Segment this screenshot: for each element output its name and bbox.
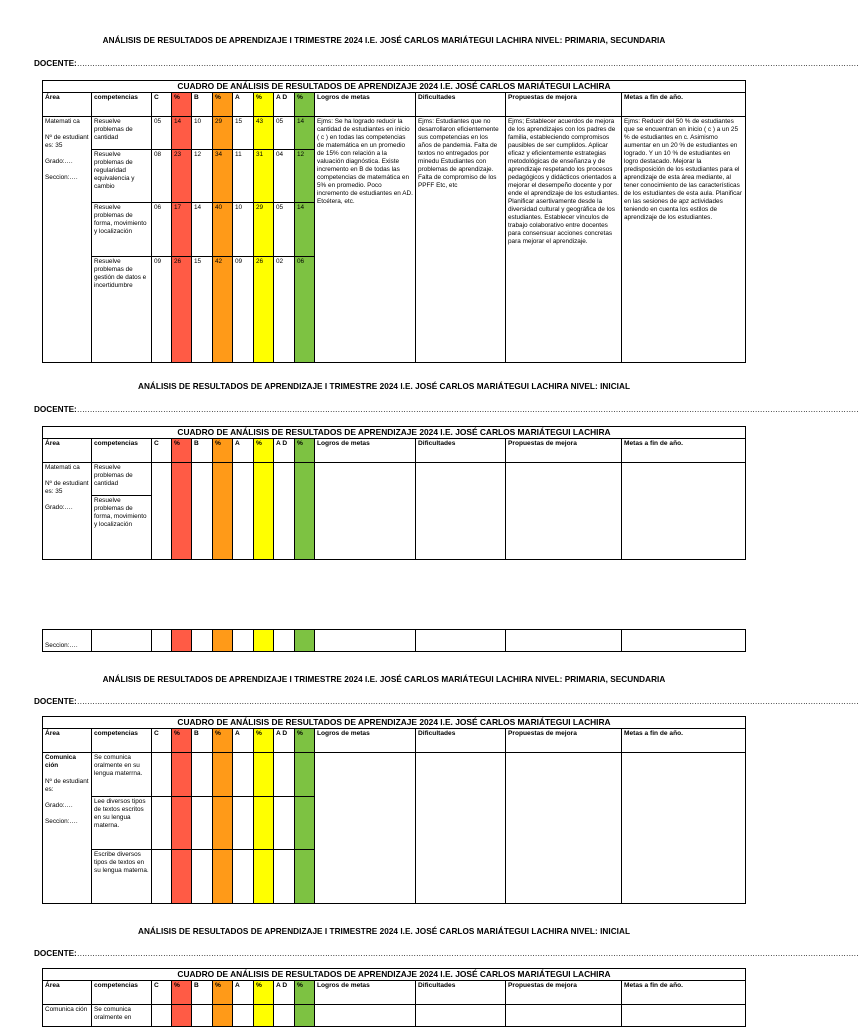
header-c-pct: % xyxy=(172,729,192,753)
header-competencias: competencias xyxy=(92,729,152,753)
header-propuestas: Propuestas de mejora xyxy=(506,981,622,1005)
docente-dots: ………………………………………………………………………………………………………………………………………………………………………………………………………………………………………………………………………………… xyxy=(76,697,858,706)
header-a-pct: % xyxy=(254,439,274,463)
a-value: 11 xyxy=(233,150,254,203)
a-pct-value: 43 xyxy=(254,117,274,150)
header-ad: A D xyxy=(274,981,295,1005)
header-c: C xyxy=(152,439,172,463)
header-a-pct: % xyxy=(254,93,274,117)
header-b: B xyxy=(192,439,213,463)
header-metas: Metas a fin de año. xyxy=(622,729,746,753)
dificultades-cell xyxy=(416,463,506,560)
a-value: 15 xyxy=(233,117,254,150)
docente-label: DOCENTE: xyxy=(34,697,77,706)
section-3-title: ANÁLISIS DE RESULTADOS DE APRENDIZAJE I TRIMESTRE 2024 I.E. JOSÉ CARLOS MARIÁTEGUI LACHIRA NIVEL: PRIMARIA, SECUNDARIA xyxy=(102,675,666,684)
header-ad: A D xyxy=(274,439,295,463)
competencia-cell: Resuelve problemas de forma, movimiento y localización xyxy=(92,496,152,560)
a-pct-value: 29 xyxy=(254,203,274,257)
header-metas: Metas a fin de año. xyxy=(622,981,746,1005)
b-value: 10 xyxy=(192,117,213,150)
table-caption: CUADRO DE ANÁLISIS DE RESULTADOS DE APRENDIZAJE 2024 I.E. JOSÉ CARLOS MARIÁTEGUI LACHIRA xyxy=(43,427,746,439)
ad-pct-value: 06 xyxy=(295,257,315,363)
table-caption: CUADRO DE ANÁLISIS DE RESULTADOS DE APRENDIZAJE 2024 I.E. JOSÉ CARLOS MARIÁTEGUI LACHIRA xyxy=(43,717,746,729)
header-b-pct: % xyxy=(213,439,233,463)
header-b: B xyxy=(192,729,213,753)
header-b-pct: % xyxy=(213,93,233,117)
header-dificultades: Dificultades xyxy=(416,981,506,1005)
header-competencias: competencias xyxy=(92,981,152,1005)
header-metas: Metas a fin de año. xyxy=(622,93,746,117)
dificultades-cell xyxy=(416,753,506,904)
docente-dots: ………………………………………………………………………………………………………………………………………………………………………………………………………………………………………………………………………………… xyxy=(76,949,858,958)
header-c: C xyxy=(152,93,172,117)
results-table-3 xyxy=(42,716,746,904)
results-table-2 xyxy=(42,426,746,560)
b-value: 15 xyxy=(192,257,213,363)
table-caption: CUADRO DE ANÁLISIS DE RESULTADOS DE APRENDIZAJE 2024 I.E. JOSÉ CARLOS MARIÁTEGUI LACHIRA xyxy=(43,969,746,981)
header-logros: Logros de metas xyxy=(315,93,416,117)
a-value: 10 xyxy=(233,203,254,257)
section-4-title: ANÁLISIS DE RESULTADOS DE APRENDIZAJE I TRIMESTRE 2024 I.E. JOSÉ CARLOS MARIÁTEGUI LACHIRA NIVEL: INICIAL xyxy=(138,927,630,936)
metas-cell xyxy=(622,463,746,560)
docente-label: DOCENTE: xyxy=(34,59,77,68)
c-pct-value: 14 xyxy=(172,117,192,150)
section-2-docente xyxy=(34,405,858,414)
ad-value: 05 xyxy=(274,203,295,257)
header-ad: A D xyxy=(274,93,295,117)
b-pct-value: 29 xyxy=(213,117,233,150)
header-area: Área xyxy=(43,93,92,117)
propuestas-cell xyxy=(506,753,622,904)
header-ad-pct: % xyxy=(295,981,315,1005)
header-b: B xyxy=(192,981,213,1005)
results-table-2-continued xyxy=(42,629,746,652)
area-footer-cell: Seccion:…. xyxy=(43,630,92,652)
ad-pct-value: 14 xyxy=(295,203,315,257)
a-pct-value: 31 xyxy=(254,150,274,203)
section-3-docente xyxy=(34,697,858,706)
header-b-pct: % xyxy=(213,981,233,1005)
header-propuestas: Propuestas de mejora xyxy=(506,439,622,463)
header-area: Área xyxy=(43,981,92,1005)
header-b: B xyxy=(192,93,213,117)
competencia-cell: Escribe diversos tipos de textos en su lengua materna. xyxy=(92,850,152,904)
c-value: 05 xyxy=(152,117,172,150)
propuestas-cell: Ejms; Establecer acuerdos de mejora de los aprendizajes con los padres de familia, estableciendo compromisos pausibles de ser cumplidos. Aplicar eficaz y eficientemente estrategias metodológicas de enseñanza y de aprendizaje respetando los procesos pedagógicos y didácticos orientados a mejorar el desempeño docente y por ende el aprendizaje de los estudiantes. Planificar asertivamente desde la diversidad cultural y geográfica de los estudiantes. Establecer vínculos de trabajo colaborativo entre docentes para consensuar acciones concretas para mejorar el aprendizaje. xyxy=(506,117,622,363)
ad-value: 02 xyxy=(274,257,295,363)
header-competencias: competencias xyxy=(92,93,152,117)
header-c-pct: % xyxy=(172,93,192,117)
area-cell: Comunica ción xyxy=(43,1005,92,1027)
section-4-docente xyxy=(34,949,858,958)
header-c-pct: % xyxy=(172,981,192,1005)
header-c-pct: % xyxy=(172,439,192,463)
docente-label: DOCENTE: xyxy=(34,405,77,414)
header-metas: Metas a fin de año. xyxy=(622,439,746,463)
metas-cell xyxy=(622,753,746,904)
header-dificultades: Dificultades xyxy=(416,729,506,753)
ad-value: 05 xyxy=(274,117,295,150)
logros-cell xyxy=(315,463,416,560)
header-a: A xyxy=(233,439,254,463)
b-pct-value: 40 xyxy=(213,203,233,257)
competencia-cell: Se comunica oralmente en su lengua materrna. xyxy=(92,753,152,797)
ad-pct-value: 12 xyxy=(295,150,315,203)
table-caption: CUADRO DE ANÁLISIS DE RESULTADOS DE APRENDIZAJE 2024 I.E. JOSÉ CARLOS MARIÁTEGUI LACHIRA xyxy=(43,81,746,93)
header-a-pct: % xyxy=(254,981,274,1005)
propuestas-cell xyxy=(506,463,622,560)
competencia-cell: Se comunica oralmente en xyxy=(92,1005,152,1027)
area-cell: Matemati ca Nº de estudiant es: 35 Grado:…. xyxy=(43,463,92,560)
header-b-pct: % xyxy=(213,729,233,753)
metas-cell: Ejms: Reducir del 50 % de estudiantes que se encuentran en inicio ( c ) a un 25 % de estudiantes en c. Asimismo aumentar en un 20 % de estudiantes en logrado. Y un 10 % de estudiantes en logro destacado. Mejorar la predisposición de los estudiantes para el aprendizaje de esta área mediante, al tener conocimiento de las características de los estudiantes de esta aula. Planificar en las sesiones de apz actividades teniendo en cuenta los estilos de aprendizaje de los estudiantes. xyxy=(622,117,746,363)
b-value: 14 xyxy=(192,203,213,257)
a-value: 09 xyxy=(233,257,254,363)
ad-pct-value: 14 xyxy=(295,117,315,150)
header-ad-pct: % xyxy=(295,729,315,753)
results-table-1 xyxy=(42,80,746,363)
a-pct-value: 26 xyxy=(254,257,274,363)
logros-cell: Ejms: Se ha logrado reducir la cantidad de estudiantes en inicio ( c ) en todas las competencias de matemática en un promedio de 15% con relación a la valuación diagnóstica. Existe incremento en B de todas las competencias de matemática en 5% en promedio. Poco incremento de estudiantes en AD. Etcétera, etc. xyxy=(315,117,416,363)
header-ad: A D xyxy=(274,729,295,753)
area-cell: Comunica ción Nº de estudiant es: Grado:…. Seccion:…. xyxy=(43,753,92,904)
section-2-title: ANÁLISIS DE RESULTADOS DE APRENDIZAJE I TRIMESTRE 2024 I.E. JOSÉ CARLOS MARIÁTEGUI LACHIRA NIVEL: INICIAL xyxy=(138,382,630,391)
area-cell: Matemati ca Nº de estudiant es: 35 Grado:…. Seccion:…. xyxy=(43,117,92,363)
competencia-cell: Resuelve problemas de regularidad equivalencia y cambio xyxy=(92,150,152,203)
header-propuestas: Propuestas de mejora xyxy=(506,93,622,117)
c-value: 06 xyxy=(152,203,172,257)
header-c: C xyxy=(152,729,172,753)
header-a: A xyxy=(233,729,254,753)
competencia-cell: Lee diversos tipos de textos escritos en su lengua materna. xyxy=(92,797,152,850)
competencia-cell: Resuelve problemas de gestión de datos e incertidumbre xyxy=(92,257,152,363)
header-logros: Logros de metas xyxy=(315,981,416,1005)
header-a: A xyxy=(233,93,254,117)
c-pct-value: 17 xyxy=(172,203,192,257)
section-1-docente xyxy=(34,59,858,68)
b-pct-value: 42 xyxy=(213,257,233,363)
b-pct-value: 34 xyxy=(213,150,233,203)
docente-label: DOCENTE: xyxy=(34,949,77,958)
header-logros: Logros de metas xyxy=(315,439,416,463)
header-propuestas: Propuestas de mejora xyxy=(506,729,622,753)
header-area: Área xyxy=(43,729,92,753)
header-dificultades: Dificultades xyxy=(416,93,506,117)
dificultades-cell: Ejms: Estudiantes que no desarrollaron eficientemente sus competencias en los años de pandemia. Falta de textos no entregados por minedu Estudiantes con problemas de aprendizaje. Falta de compromiso de los PPFF Etc, etc xyxy=(416,117,506,363)
header-logros: Logros de metas xyxy=(315,729,416,753)
competencia-cell: Resuelve problemas de forma, movimiento y localización xyxy=(92,203,152,257)
c-value: 08 xyxy=(152,150,172,203)
results-table-4 xyxy=(42,968,746,1027)
header-c: C xyxy=(152,981,172,1005)
competencia-cell: Resuelve problemas de cantidad xyxy=(92,117,152,150)
header-ad-pct: % xyxy=(295,93,315,117)
c-pct-value: 26 xyxy=(172,257,192,363)
header-a: A xyxy=(233,981,254,1005)
header-competencias: competencias xyxy=(92,439,152,463)
docente-dots: ………………………………………………………………………………………………………………………………………………………………………………………………………………………………………………………………………………… xyxy=(76,405,858,414)
ad-value: 04 xyxy=(274,150,295,203)
logros-cell xyxy=(315,753,416,904)
c-value: 09 xyxy=(152,257,172,363)
competencia-cell: Resuelve problemas de cantidad xyxy=(92,463,152,496)
header-area: Área xyxy=(43,439,92,463)
header-ad-pct: % xyxy=(295,439,315,463)
header-dificultades: Dificultades xyxy=(416,439,506,463)
section-1-title: ANÁLISIS DE RESULTADOS DE APRENDIZAJE I TRIMESTRE 2024 I.E. JOSÉ CARLOS MARIÁTEGUI LACHIRA NIVEL: PRIMARIA, SECUNDARIA xyxy=(102,36,666,45)
b-value: 12 xyxy=(192,150,213,203)
header-a-pct: % xyxy=(254,729,274,753)
docente-dots: ………………………………………………………………………………………………………………………………………………………………………………………………………………………………………………………………………………… xyxy=(76,59,858,68)
c-pct-value: 23 xyxy=(172,150,192,203)
